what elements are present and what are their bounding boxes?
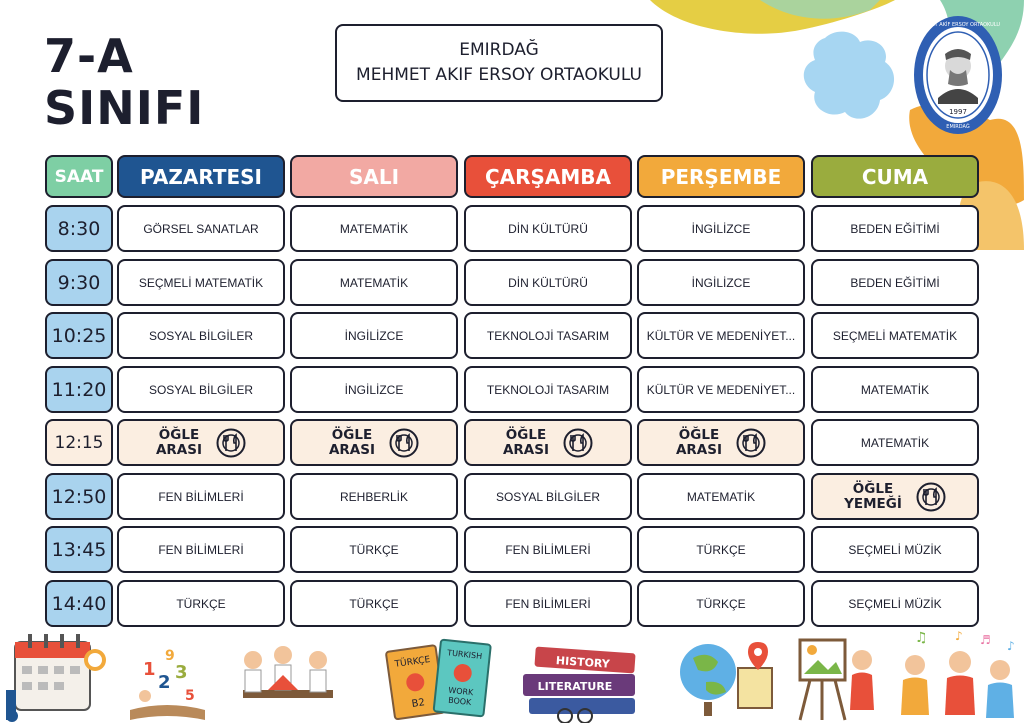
svg-text:1: 1 [143, 659, 156, 680]
lunch-label [676, 428, 722, 458]
lesson-cell: MATEMATİK [811, 419, 979, 466]
svg-text:♫: ♫ [915, 630, 928, 646]
svg-text:2: 2 [158, 672, 171, 693]
lunch-label-line1: ÖĞLE [331, 426, 373, 443]
lesson-cell: İNGİLİZCE [290, 312, 458, 359]
svg-text:5: 5 [185, 688, 195, 704]
lesson-cell: SEÇMELİ MATEMATİK [117, 259, 285, 306]
svg-text:♬: ♬ [980, 633, 991, 647]
time-slot: 12:50 [45, 473, 113, 520]
lesson-cell: FEN BİLİMLERİ [464, 580, 632, 627]
lunch-label [844, 482, 902, 512]
time-slot: 13:45 [45, 526, 113, 573]
lunch-break-cell [464, 419, 632, 466]
lunch-label-line2: ARASI [328, 441, 376, 458]
lunch-break-cell [290, 419, 458, 466]
plate-cutlery-icon [916, 482, 946, 512]
lesson-cell: SOSYAL BİLGİLER [117, 366, 285, 413]
music-kids-icon [895, 630, 1024, 723]
plate-cutlery-icon [216, 428, 246, 458]
lesson-cell: İNGİLİZCE [637, 205, 805, 252]
lunch-label [329, 428, 375, 458]
lesson-cell: FEN BİLİMLERİ [117, 473, 285, 520]
school-name: MEHMET AKIF ERSOY ORTAOKULU [356, 65, 642, 85]
science-kids-icon [228, 630, 348, 723]
lesson-cell: MATEMATİK [290, 259, 458, 306]
lunch-break-cell [117, 419, 285, 466]
lesson-cell: SEÇMELİ MÜZİK [811, 526, 979, 573]
lesson-cell: DİN KÜLTÜRÜ [464, 259, 632, 306]
svg-text:9: 9 [165, 648, 175, 664]
lesson-cell: SEÇMELİ MÜZİK [811, 580, 979, 627]
lesson-cell: KÜLTÜR VE MEDENİYET... [637, 312, 805, 359]
lunch-break-cell [637, 419, 805, 466]
lunch-label [503, 428, 549, 458]
time-slot: 14:40 [45, 580, 113, 627]
svg-text:♪: ♪ [955, 630, 963, 643]
class-title-line1: 7-A [44, 29, 134, 83]
language-books-icon [382, 630, 497, 723]
numbers-book-icon [125, 630, 210, 723]
world-globe-icon [668, 630, 778, 723]
lesson-cell: TÜRKÇE [290, 580, 458, 627]
lesson-cell: İNGİLİZCE [637, 259, 805, 306]
school-town: EMIRDAĞ [459, 40, 539, 60]
turkce-book-title: TÜRKÇE [394, 655, 431, 670]
time-slot: 12:15 [45, 419, 113, 466]
turkish-book-book: BOOK [447, 695, 472, 708]
seal-bottom-text: EMIRDAĞ [946, 124, 970, 130]
svg-text:3: 3 [175, 662, 188, 683]
lunch-label-line1: ÖĞLE [852, 480, 894, 497]
lesson-cell: MATEMATİK [811, 366, 979, 413]
time-slot: 8:30 [45, 205, 113, 252]
lunch-label-line1: ÖĞLE [678, 426, 720, 443]
painting-easel-icon [790, 630, 885, 723]
lesson-cell: SOSYAL BİLGİLER [464, 473, 632, 520]
turkce-book-level: B2 [410, 697, 426, 710]
lunch-label-line2: ARASI [155, 441, 203, 458]
plate-cutlery-icon [736, 428, 766, 458]
header-day-friday: CUMA [811, 155, 979, 198]
history-books-icon [515, 630, 650, 723]
literature-book-title: LITERATURE [537, 680, 613, 693]
lesson-cell: TÜRKÇE [117, 580, 285, 627]
lesson-cell: FEN BİLİMLERİ [117, 526, 285, 573]
header-day-wednesday: ÇARŞAMBA [464, 155, 632, 198]
lunch-label-line1: ÖĞLE [505, 426, 547, 443]
lesson-cell: GÖRSEL SANATLAR [117, 205, 285, 252]
lunch-break-cell [811, 473, 979, 520]
class-title-line2: SINIFI [44, 81, 205, 135]
lesson-cell: BEDEN EĞİTİMİ [811, 259, 979, 306]
header-day-thursday: PERŞEMBE [637, 155, 805, 198]
history-book-title: HISTORY [555, 653, 611, 671]
turkish-book-title: TURKISH [446, 648, 483, 661]
seal-arc-text: MEHMET AKİF ERSOY ORTAOKULU [915, 22, 1001, 28]
lesson-cell: DİN KÜLTÜRÜ [464, 205, 632, 252]
lunch-label-line1: ÖĞLE [158, 426, 200, 443]
lesson-cell: FEN BİLİMLERİ [464, 526, 632, 573]
school-seal-logo [912, 14, 1004, 136]
turkish-book-work: WORK [447, 685, 474, 698]
school-name-box [335, 24, 663, 102]
lesson-cell: İNGİLİZCE [290, 366, 458, 413]
lesson-cell: MATEMATİK [290, 205, 458, 252]
class-title [44, 30, 204, 134]
plate-cutlery-icon [563, 428, 593, 458]
header-day-monday: PAZARTESI [117, 155, 285, 198]
lesson-cell: TÜRKÇE [290, 526, 458, 573]
header-saat: SAAT [45, 155, 113, 198]
plate-cutlery-icon [389, 428, 419, 458]
lesson-cell: KÜLTÜR VE MEDENİYET... [637, 366, 805, 413]
lesson-cell: BEDEN EĞİTİMİ [811, 205, 979, 252]
lesson-cell: TEKNOLOJİ TASARIM [464, 366, 632, 413]
time-slot: 10:25 [45, 312, 113, 359]
lunch-label-line2: ARASI [502, 441, 550, 458]
time-slot: 11:20 [45, 366, 113, 413]
seal-year: 1997 [949, 108, 967, 116]
lunch-label-line2: YEMEĞİ [844, 495, 902, 512]
lesson-cell: TEKNOLOJİ TASARIM [464, 312, 632, 359]
header-day-tuesday: SALI [290, 155, 458, 198]
lesson-cell: TÜRKÇE [637, 526, 805, 573]
lesson-cell: SOSYAL BİLGİLER [117, 312, 285, 359]
lunch-label [156, 428, 202, 458]
lunch-label-line2: ARASI [675, 441, 723, 458]
time-slot: 9:30 [45, 259, 113, 306]
lesson-cell: REHBERLİK [290, 473, 458, 520]
lesson-cell: MATEMATİK [637, 473, 805, 520]
svg-text:♪: ♪ [1007, 639, 1015, 653]
lesson-cell: SEÇMELİ MATEMATİK [811, 312, 979, 359]
lesson-cell: TÜRKÇE [637, 580, 805, 627]
calendar-icon [0, 630, 110, 723]
